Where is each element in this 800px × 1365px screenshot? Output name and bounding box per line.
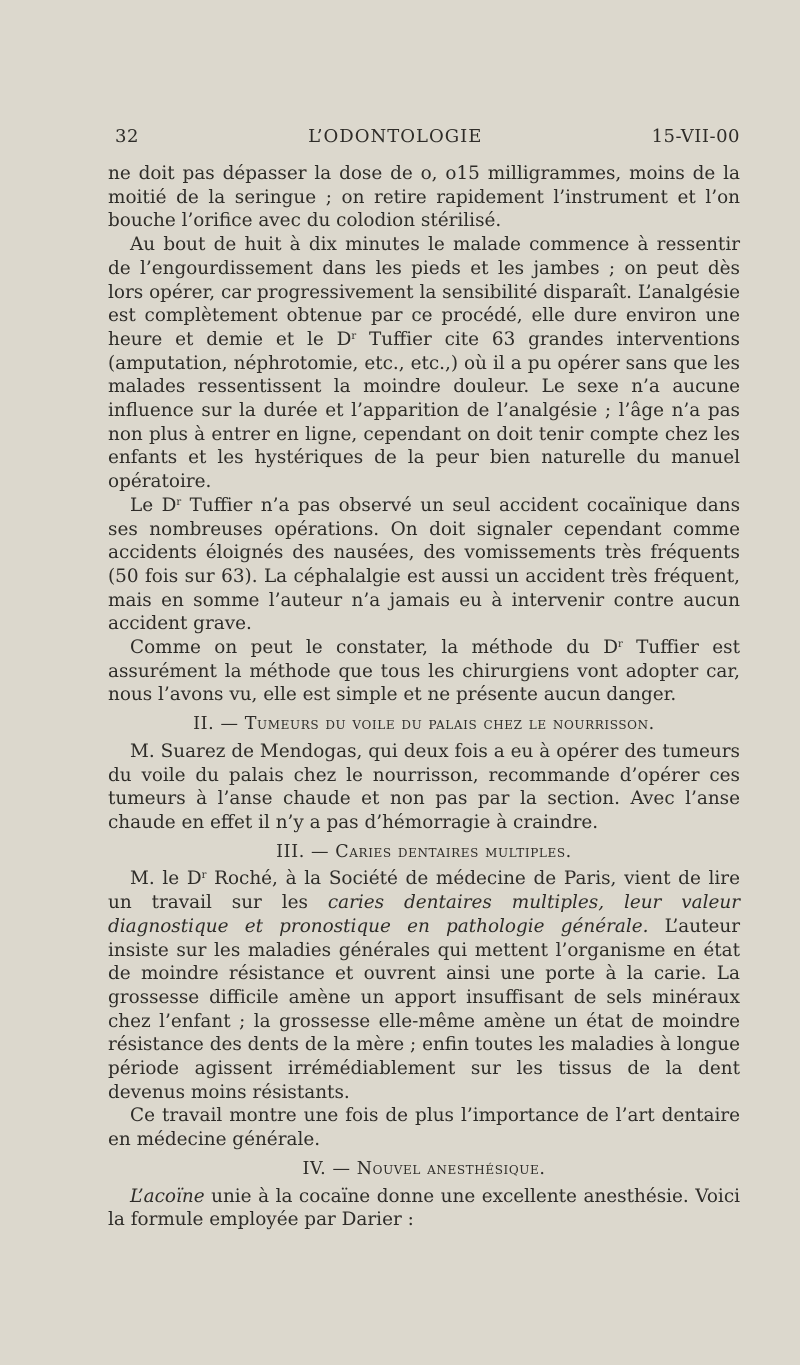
paragraph-6-text-c: L’auteur insiste sur les maladies générales qui mettent l’organisme en état de moindre résistance et ouvrent ainsi une porte à la carie. La grossesse difficile amène un apport insuffisant de sels minéraux chez l’enfant ; la grossesse elle-même amène un état de moindre résistance des dents de la mère ; enfin toutes les maladies à longue période agissent irrémédiablement sur les tissus de la dent devenus moins résistants. [108, 915, 740, 1103]
paragraph-2 [108, 233, 740, 494]
paragraph-6-italic-title: caries dentaires multiples, leur valeur diagnostique et pronostique en pathologie générale. [108, 892, 740, 937]
superscript-r: r [201, 870, 207, 882]
paragraph-2-text-a: Au bout de huit à dix minutes le malade commence à ressentir de l’engourdissement dans les pieds et les jambes ; on peut dès lors opérer, car progressivement la sensibilité disparaît. L’analgésie est complètement obtenue par ce procédé, elle dure environ une heure et demie et le D [108, 234, 740, 350]
superscript-r: r [618, 639, 623, 651]
paragraph-4-text-a: Comme on peut le constater, la méthode du D [130, 637, 618, 659]
journal-title: L’ODONTOLOGIE [308, 126, 483, 147]
paragraph-6-text-b: Roché, à la Société de médecine de Paris, vient de lire un travail sur les [108, 868, 740, 914]
paragraph-4-text-b: Tuffier est assurément la méthode que tous les chirurgiens vont adopter car, nous l’avons vu, elle est simple et ne présente aucun danger. [108, 637, 741, 706]
paragraph-8-italic: L’acoïne [130, 1185, 205, 1207]
paragraph-3 [108, 494, 740, 636]
superscript-r: r [351, 330, 357, 342]
paragraph-3-text-b: Tuffier n’a pas observé un seul accident cocaïnique dans ses nombreuses opérations. On doit signaler cependant comme accidents éloignés des nausées, des vomissements très fréquents (50 fois sur 63). La céphalalgie est aussi un accident très fréquent, mais en somme l’auteur n’a jamais eu à intervenir contre aucun accident grave. [108, 494, 741, 635]
running-header [115, 126, 740, 147]
paragraph-3-text-a: Le D [130, 494, 177, 516]
section-heading-iv: IV. — Nouvel anesthésique. [302, 1158, 546, 1179]
paragraph-7: Ce travail montre une fois de plus l’importance de l’art dentaire en médecine générale. [108, 1105, 740, 1151]
paragraph-6 [108, 867, 740, 1104]
paragraph-5: M. Suarez de Mendogas, qui deux fois a eu à opérer des tumeurs du voile du palais chez le nourrisson, recommande d’opérer ces tumeurs à l’anse chaude et non pas par la section. Avec l’anse chaude en effet il n’y a pas d’hémorragie à craindre. [108, 740, 740, 833]
paragraph-8 [108, 1185, 740, 1232]
paragraph-4 [108, 636, 740, 707]
page-number: 32 [115, 126, 139, 147]
paragraph-2-text-b: Tuffier cite 63 grandes interventions (amputation, néphrotomie, etc., etc.,) où il a pu opérer sans que les malades ressentissent la moindre douleur. Le sexe n’a aucune influence sur la durée et l’apparition de l’analgésie ; l’âge n’a pas non plus à entrer en ligne, cependant on doit tenir compte chez les enfants et les hystériques de la peur bien naturelle du manuel opératoire. [108, 328, 740, 493]
issue-date: 15-VII-00 [651, 126, 740, 147]
paragraph-1: ne doit pas dépasser la dose de o, o15 milligrammes, moins de la moitié de la seringue ; on retire rapidement l’instrument et l’on bouche l’orifice avec du colodion stérilisé. [108, 163, 740, 232]
superscript-r: r [176, 496, 182, 508]
section-heading-iii: III. — Caries dentaires multiples. [276, 841, 572, 862]
section-heading-ii: II. — Tumeurs du voile du palais chez le nourrisson. [193, 714, 655, 735]
body-text [108, 162, 740, 1232]
paragraph-6-text-a: M. le D [130, 868, 202, 890]
paragraph-8-text: unie à la cocaïne donne une excellente anesthésie. Voici la formule employée par Darier : [108, 1185, 740, 1231]
